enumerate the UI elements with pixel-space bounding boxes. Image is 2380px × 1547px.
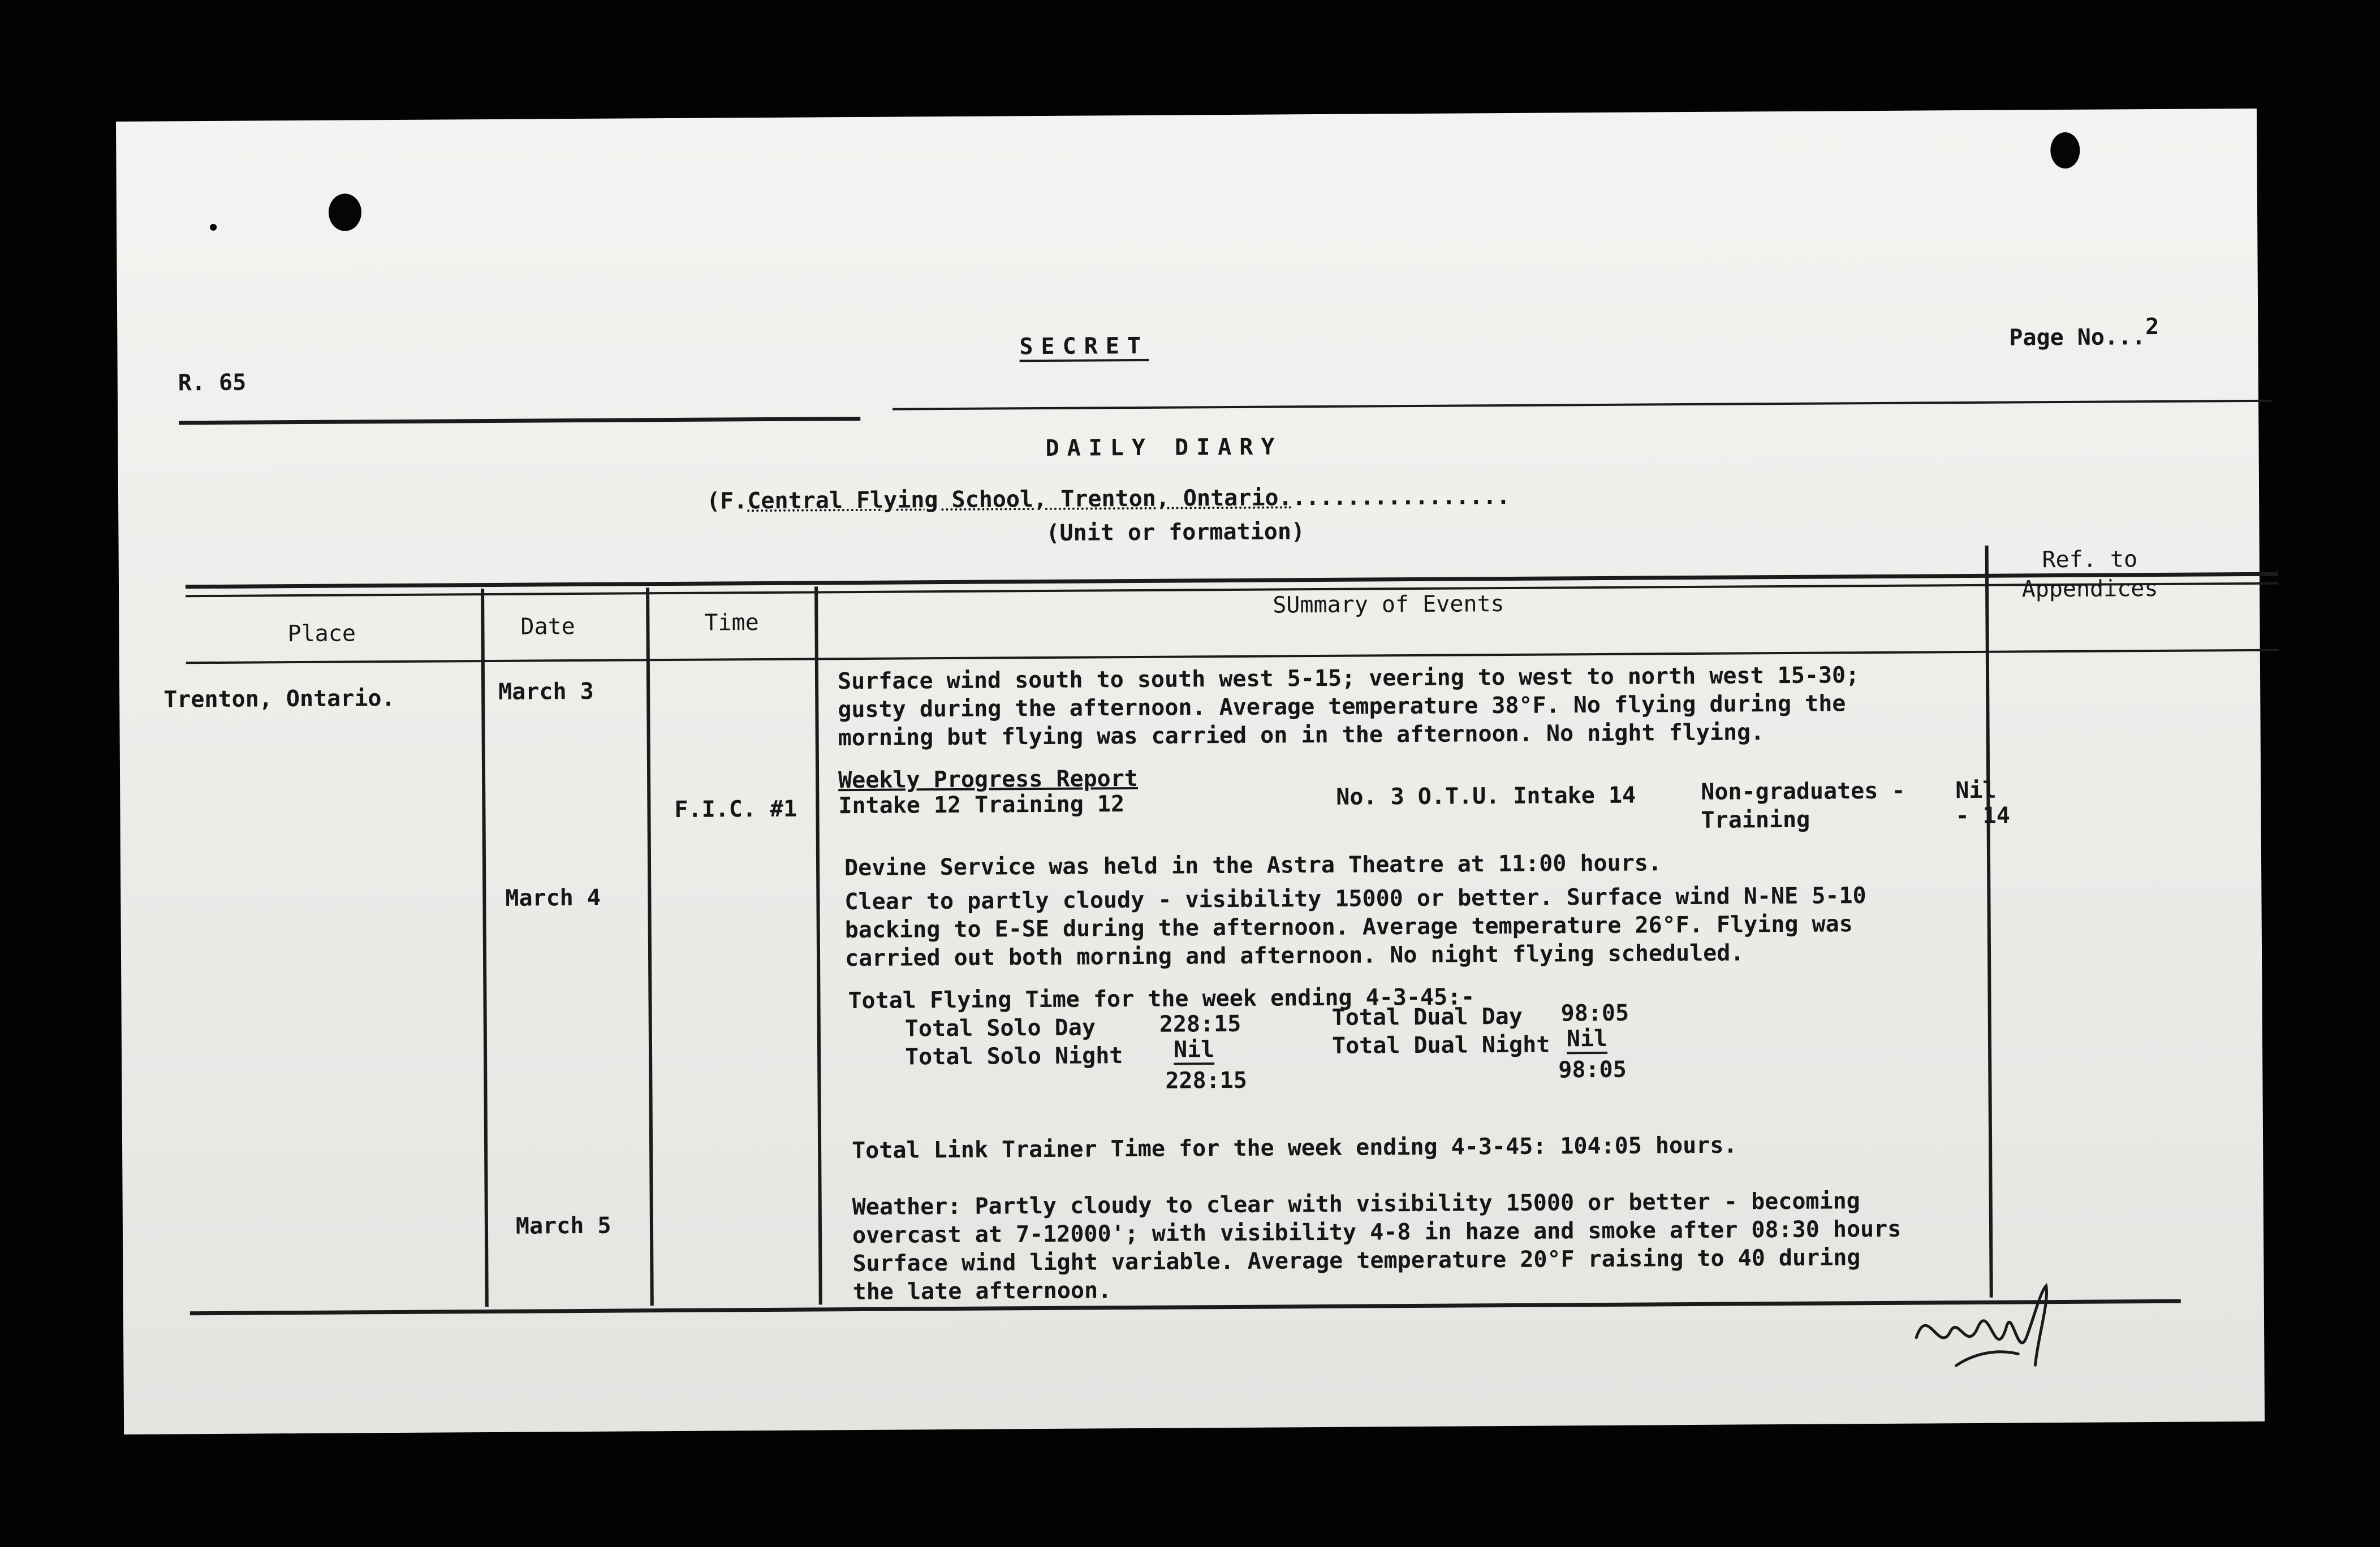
date-march-3: March 3 — [498, 678, 594, 705]
unit-prefix: (F. — [706, 488, 748, 515]
weekly-report-heading: Weekly Progress Report — [838, 765, 1139, 794]
column-header-rule — [186, 649, 2279, 664]
dual-night-value: Nil — [1567, 1026, 1608, 1054]
column-header-time: Time — [704, 610, 759, 636]
solo-total-value: 228:15 — [1165, 1067, 1248, 1094]
table-bottom-rule — [190, 1299, 2181, 1316]
unit-name: Central Flying School, Trenton, Ontario. — [747, 485, 1292, 515]
march-5-line-1: Weather: Partly cloudy to clear with visibility 15000 or better - becoming — [852, 1188, 1860, 1221]
nongrad-label: Non-graduates - — [1701, 777, 1905, 805]
flying-time-heading: Total Flying Time for the week ending 4-3-45:- — [848, 984, 1475, 1014]
punch-hole-right — [2050, 132, 2080, 168]
march-3-line-3: morning but flying was carried on in the afternoon. No night flying. — [838, 719, 1765, 751]
training-value: - 14 — [1955, 802, 2011, 829]
column-header-place: Place — [287, 620, 356, 647]
march-3-line-1: Surface wind south to south west 5-15; veering to west to north west 15-30; — [837, 662, 1860, 695]
handwritten-initials — [1904, 1269, 2086, 1383]
march-4-service: Devine Service was held in the Astra Theatre at 11:00 hours. — [844, 850, 1662, 881]
march-5-line-2: overcast at 7-12000'; with visibility 4-8 in haze and smoke after 08:30 hours — [852, 1216, 1902, 1249]
column-divider-summary — [814, 586, 822, 1304]
column-header-date: Date — [520, 613, 575, 640]
march-3-line-2: gusty during the afternoon. Average temperature 38°F. No flying during the — [838, 690, 1846, 723]
dual-day-label: Total Dual Day — [1331, 1003, 1523, 1031]
page-number — [2009, 313, 2159, 351]
solo-night-label: Total Solo Night — [904, 1043, 1123, 1070]
date-march-5: March 5 — [515, 1212, 611, 1239]
march-4-line-1: Clear to partly cloudy - visibility 15000 or better. Surface wind N-NE 5-10 — [844, 883, 1866, 915]
time-entry: F.I.C. #1 — [674, 796, 797, 823]
training-label: Training — [1701, 806, 1810, 833]
unit-dots: ................ — [1292, 483, 1511, 511]
page-value: 2 — [2145, 313, 2159, 340]
place-cell: Trenton, Ontario. — [163, 685, 395, 713]
date-march-4: March 4 — [505, 884, 601, 911]
column-header-ref: Ref. to Appendices — [2021, 546, 2158, 603]
solo-night-value: Nil — [1174, 1036, 1215, 1065]
unit-caption: (Unit or formation) — [1046, 518, 1305, 546]
diary-title: DAILY DIARY — [1045, 434, 1283, 461]
march-5-line-3: Surface wind light variable. Average temperature 20°F raising to 40 during — [852, 1244, 1861, 1277]
unit-line — [706, 483, 1510, 515]
march-4-line-2: backing to E-SE during the afternoon. Average temperature 26°F. Flying was — [844, 911, 1853, 944]
dual-night-label: Total Dual Night — [1331, 1031, 1550, 1059]
punch-hole-left — [329, 193, 361, 231]
dual-total-value: 98:05 — [1558, 1056, 1627, 1083]
column-divider-date — [481, 589, 489, 1307]
march-4-line-3: carried out both morning and afternoon. No night flying scheduled. — [844, 940, 1744, 972]
header-rule-right — [892, 400, 2273, 410]
classification-stamp: SECRET — [1019, 333, 1149, 362]
march-5-line-4: the late afternoon. — [852, 1277, 1112, 1306]
form-number: R. 65 — [178, 369, 247, 396]
dual-day-value: 98:05 — [1560, 1000, 1629, 1027]
diary-page — [116, 109, 2265, 1434]
link-trainer-total: Total Link Trainer Time for the week ending 4-3-45: 104:05 hours. — [852, 1132, 1737, 1164]
solo-day-value: 228:15 — [1159, 1010, 1241, 1038]
column-divider-ref — [1985, 546, 1993, 1298]
column-header-summary: SUmmary of Events — [1273, 591, 1504, 619]
page-label: Page No... — [2009, 324, 2146, 351]
weekly-fic-figures: Intake 12 Training 12 — [838, 791, 1125, 819]
column-divider-time — [646, 587, 654, 1306]
weekly-otu-intake: No. 3 O.T.U. Intake 14 — [1336, 782, 1636, 810]
header-rule-left — [179, 417, 860, 425]
ink-speck — [210, 224, 217, 231]
nongrad-value: Nil — [1955, 777, 1997, 804]
solo-day-label: Total Solo Day — [904, 1014, 1096, 1042]
